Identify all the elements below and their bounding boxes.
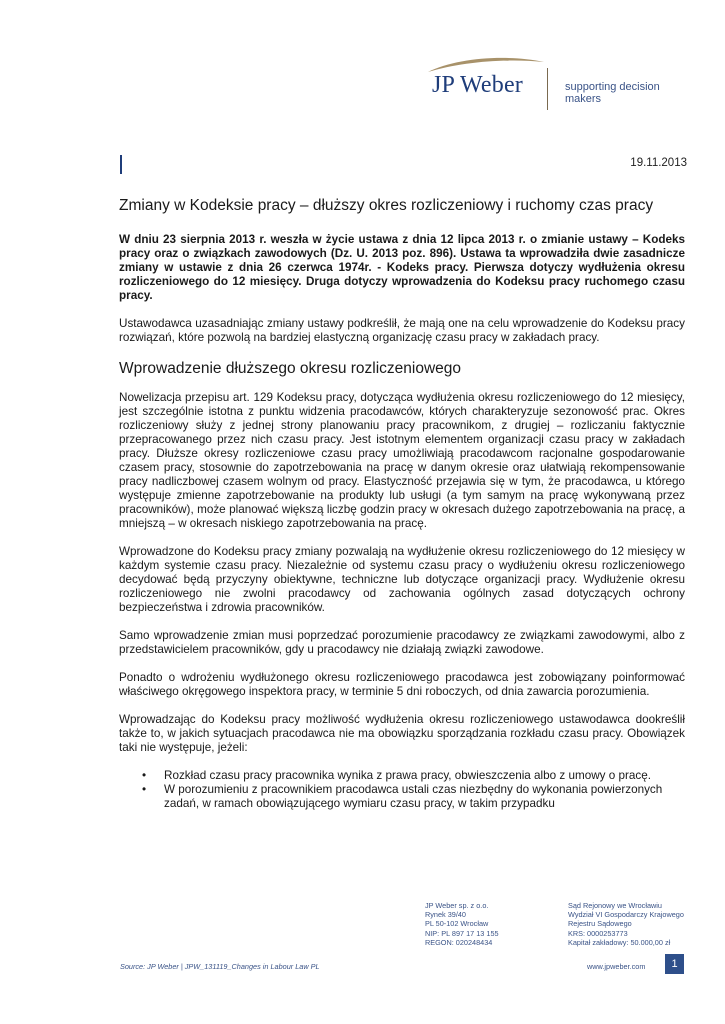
footer-line: Kapitał zakładowy: 50.000,00 zł xyxy=(568,937,671,947)
intro-paragraph: Ustawodawca uzasadniając zmiany ustawy podkreślił, że mają one na celu wprowadzenie do Kodeksu pracy rozwiązań, które pozwolą na bardziej elastyczną organizację czasu pracy w zakładach pracy. xyxy=(119,317,685,344)
body-paragraph: Ponadto o wdrożeniu wydłużonego okresu rozliczeniowego pracodawca jest zobowiązany poinformować właściwego okręgowego inspektora pracy, w terminie 5 dni roboczych, od dnia zawarcia porozumienia. xyxy=(119,671,685,698)
footer-line: REGON: 020248434 xyxy=(425,937,493,947)
footer-line: JP Weber sp. z o.o. xyxy=(425,901,489,910)
list-item-text: Rozkład czasu pracy pracownika wynika z prawa pracy, obwieszczenia albo z umowy o pracę. xyxy=(164,769,651,782)
section-heading: Wprowadzenie dłuższego okresu rozliczeniowego xyxy=(119,360,462,377)
list-item xyxy=(142,769,685,783)
page-number-badge: 1 xyxy=(665,954,684,974)
body-paragraph: Wprowadzone do Kodeksu pracy zmiany pozwalają na wydłużenie okresu rozliczeniowego do 12 miesięcy w każdym systemie czasu pracy. Niezależnie od systemu czasu pracy o wydłużeniu okresu rozliczeniowego decydować będą przyczyny obiektywne, techniczne lub dotyczące organizacji pracy. Wydłużenie okresu rozliczeniowego nie zwolni pracodawcy od zachowania ogólnych zasad dotyczących ochrony bezpieczeństwa i zdrowia pracowników. xyxy=(119,545,685,614)
website-link[interactable]: www.jpweber.com xyxy=(587,962,646,971)
footer-line: Rynek 39/40 xyxy=(425,910,466,920)
document-body xyxy=(119,196,685,811)
footer-line: PL 50-102 Wrocław xyxy=(425,919,489,929)
list-item-text: W porozumieniu z pracownikiem pracodawca ustali czas niezbędny do wykonania powierzonych zadań, w ramach obowiązującego wymiaru czasu pracy, w takim przypadku xyxy=(164,783,663,810)
document-date: 19.11.2013 xyxy=(630,157,687,169)
list-item xyxy=(142,783,685,811)
bullet-list xyxy=(119,769,685,811)
footer-line: Sąd Rejonowy we Wrocławiu xyxy=(568,901,662,910)
company-logo xyxy=(426,56,696,116)
logo-divider xyxy=(547,68,548,110)
lead-paragraph: W dniu 23 sierpnia 2013 r. weszła w życie ustawa z dnia 12 lipca 2013 r. o zmianie ustawy – Kodeks pracy oraz o związkach zawodowych (Dz. U. 2013 poz. 896). Ustawa ta wprowadziła dwie zasadnicze zmiany w ustawie z dnia 26 czerwca 1974r. - Kodeks pracy. Pierwsza dotyczy wydłużenia okresu rozliczeniowego do 12 miesięcy. Druga dotyczy wprowadzenia do Kodeksu pracy ruchomego czasu pracy. xyxy=(119,233,685,302)
document-title: Zmiany w Kodeksie pracy – dłuższy okres rozliczeniowy i ruchomy czas pracy xyxy=(119,197,654,214)
footer-line: Rejestru Sądowego xyxy=(568,919,632,929)
footer-source: Source: JP Weber | JPW_131119_Changes in Labour Law PL xyxy=(120,962,320,971)
bullet-icon: • xyxy=(142,783,147,796)
logo-tagline: supporting decision makers xyxy=(565,81,660,105)
body-paragraph: Nowelizacja przepisu art. 129 Kodeksu pracy, dotycząca wydłużenia okresu rozliczeniowego do 12 miesięcy, jest szczególnie istotna z punktu widzenia pracodawców, których charakteryzuje sezonowość prac. Okres rozliczeniowy służy z jednej strony planowaniu pracy pracownikom, z drugiej – rozliczaniu faktycznie przepracowanego przez nich czasu pracy. Jest istotnym elementem organizacji czasu pracy w zakładach pracy. Dłuższe okresy rozliczeniowe czasu pracy umożliwiają pracodawcom racjonalne gospodarowanie czasem pracy, stosownie do zapotrzebowania na pracę w danym okresie oraz ułatwiają rekompensowanie pracy nadliczbowej czasem wolnym od pracy. Elastyczność przejawia się w tym, że pracodawca, u którego występuje zmienne zapotrzebowanie na produkty lub usługi (a tym samym na pracę wykonywaną przez pracowników), może planować większą liczbę godzin pracy w okresach dużego zapotrzebowania na pracę, a mniejszą – w okresach niskiego zapotrzebowania na pracę. xyxy=(119,391,685,530)
footer-line: KRS: 0000253773 xyxy=(568,928,628,938)
footer-company-info xyxy=(425,901,499,947)
footer-line: NIP: PL 897 17 13 155 xyxy=(425,928,499,938)
logo-name: JP Weber xyxy=(432,72,523,98)
bullet-icon: • xyxy=(142,769,147,782)
footer-court-info xyxy=(568,901,684,947)
body-paragraph: Wprowadzając do Kodeksu pracy możliwość wydłużenia okresu rozliczeniowego ustawodawca dookreślił także to, w jakich sytuacjach pracodawca nie ma obowiązku sporządzania rozkładu czasu pracy. Obowiązek taki nie występuje, jeżeli: xyxy=(119,713,685,754)
body-paragraph: Samo wprowadzenie zmian musi poprzedzać porozumienie pracodawcy ze związkami zawodowymi, albo z przedstawicielem pracowników, gdy u pracodawcy nie działają związki zawodowe. xyxy=(119,629,685,656)
section-marker xyxy=(120,155,122,174)
footer-line: Wydział VI Gospodarczy Krajowego xyxy=(568,910,684,920)
